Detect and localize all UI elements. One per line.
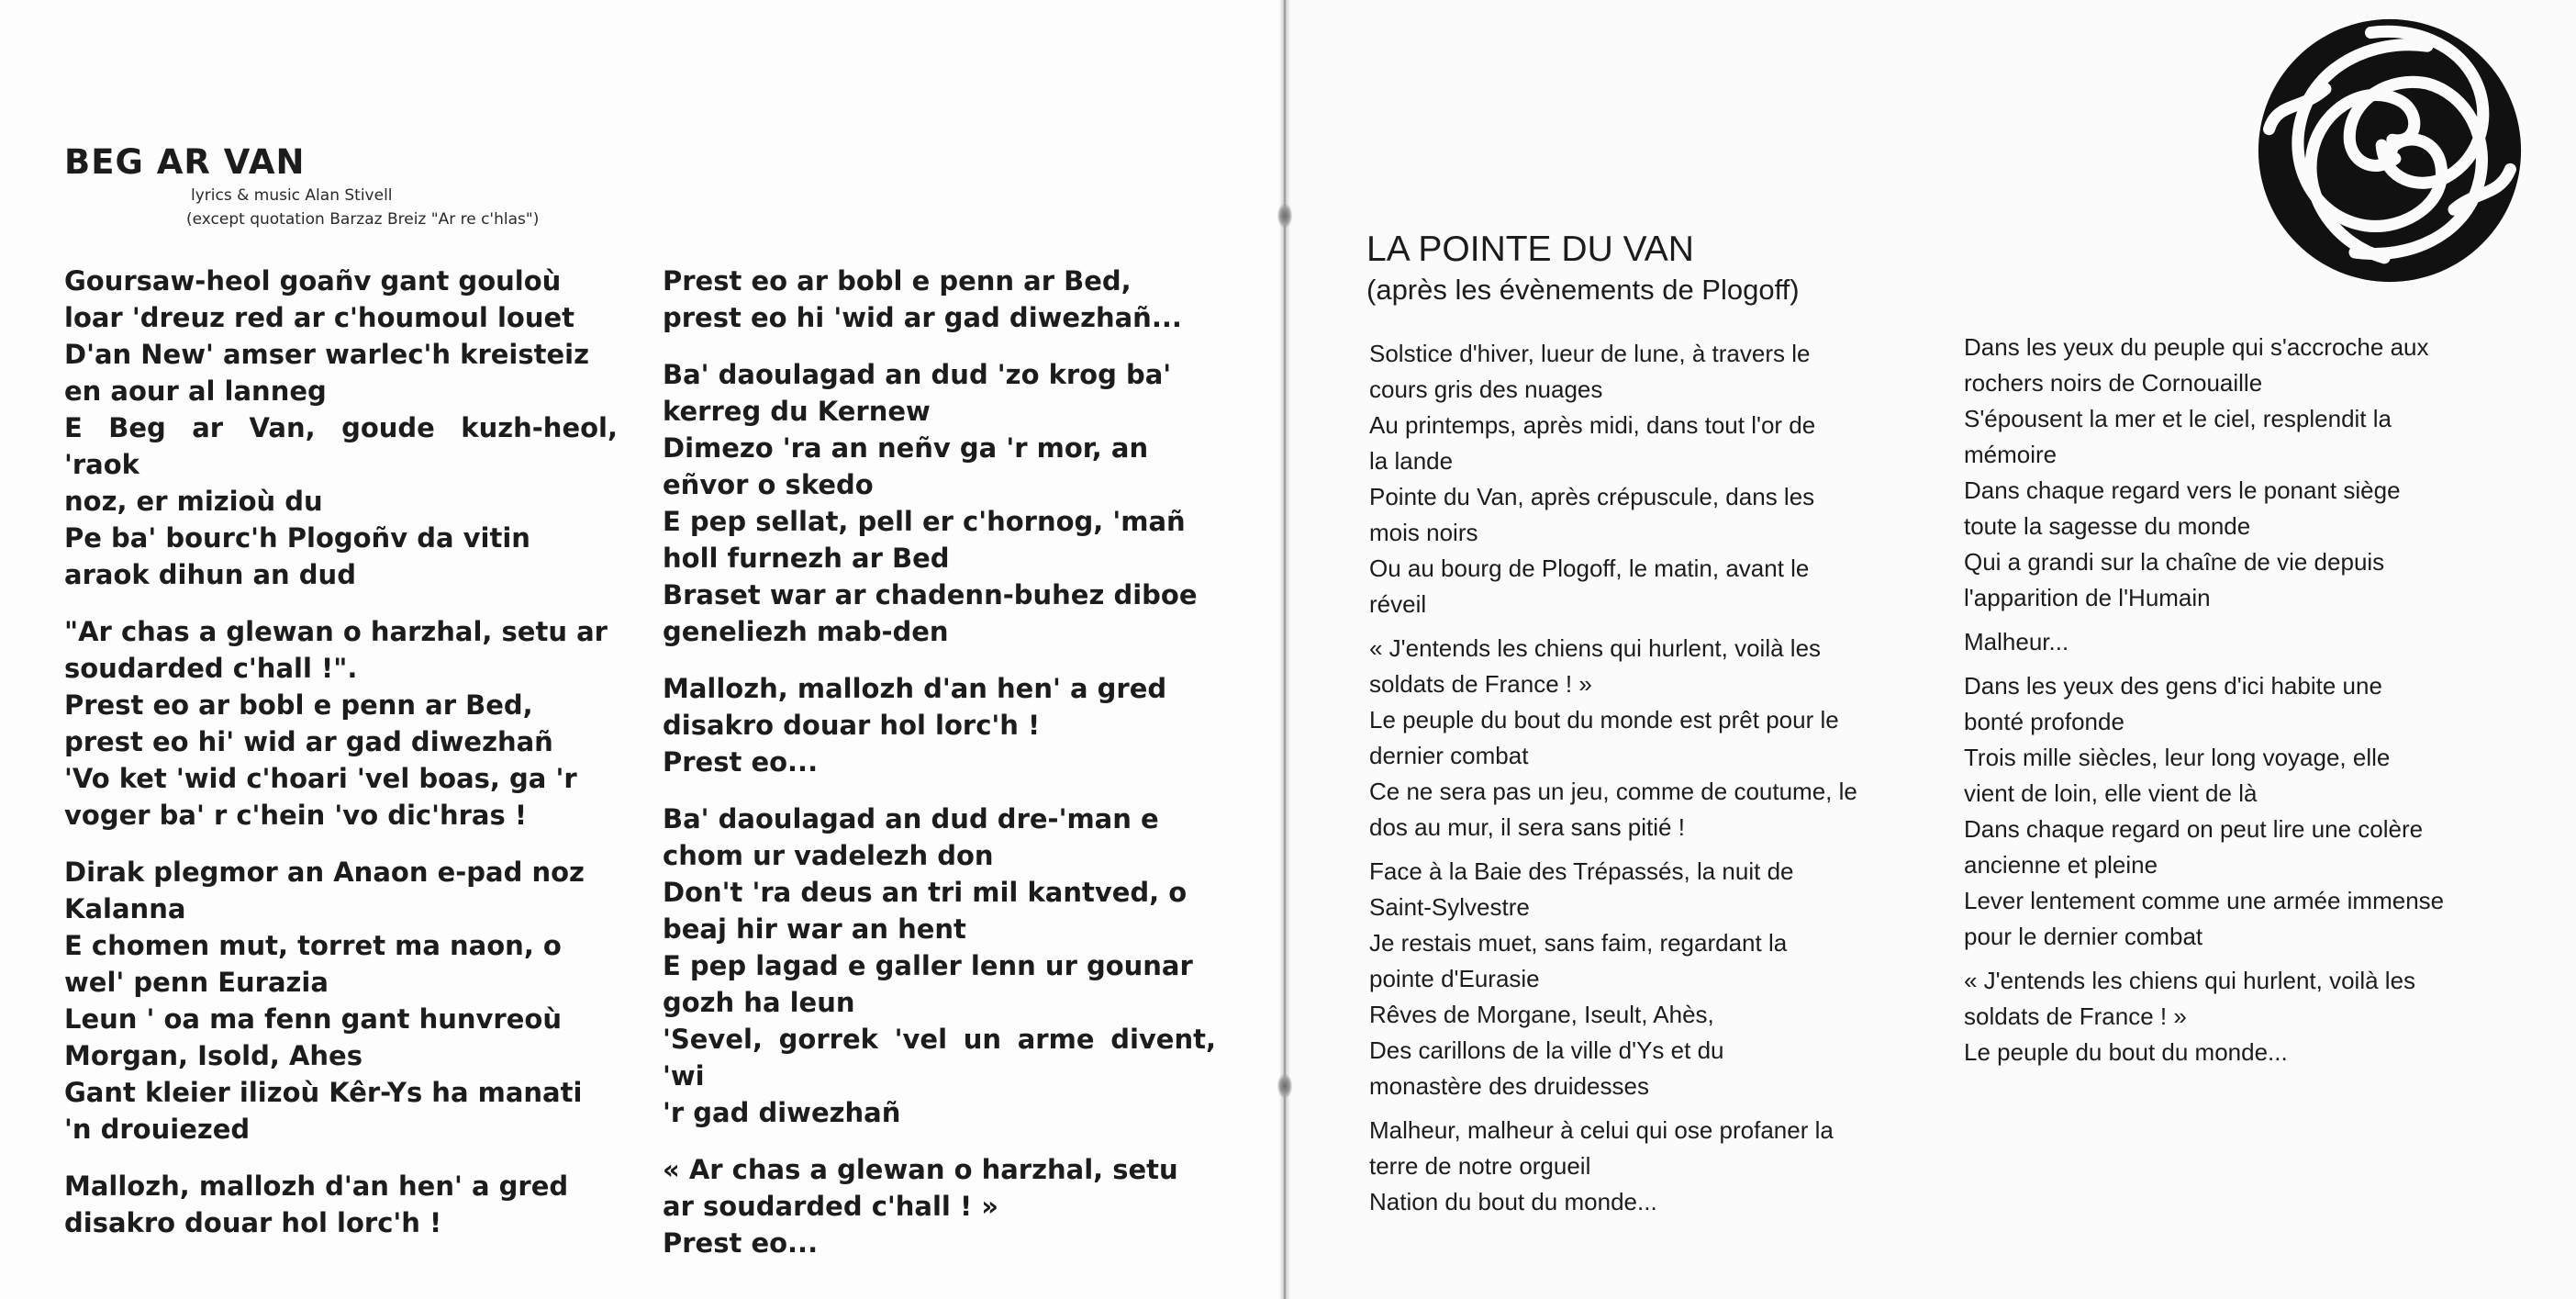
lyric-line: "Ar chas a glewan o harzhal, setu ar [64,616,608,647]
lyric-line: Dans chaque regard on peut lire une colère [1964,815,2424,843]
lyric-line: prest eo hi' wid ar gad diwezhañ [64,726,553,757]
stanza [663,263,1216,336]
lyric-line: geneliezh mab-den [663,616,949,647]
lyric-line: Le peuple du bout du monde... [1964,1038,2288,1066]
staple-top [1277,204,1292,228]
lyric-line: kerreg du Kernew [663,396,931,427]
lyric-line: prest eo hi 'wid ar gad diwezhañ... [663,302,1182,333]
french-lyrics-column-2 [1964,330,2533,1079]
lyric-line: monastère des druidesses [1369,1072,1649,1100]
lyric-line: Braset war ar chadenn-buhez diboe [663,579,1198,610]
lyric-line: ancienne et pleine [1964,851,2158,879]
breton-lyrics-column-1 [64,263,618,1261]
lyric-line: mémoire [1964,441,2057,468]
lyric-line: 'r gad diwezhañ [663,1097,901,1128]
stanza [1369,1113,1938,1220]
lyric-line: en aour al lanneg [64,375,327,407]
lyric-line: Kalanna [64,893,186,924]
stanza [1369,631,1938,845]
lyric-line: Dirak plegmor an Anaon e-pad noz [64,857,585,888]
lyric-line: gozh ha leun [663,987,855,1018]
lyric-line: Des carillons de la ville d'Ys et du [1369,1036,1724,1064]
lyric-line: E Beg ar Van, goude kuzh-heol, 'raok [64,412,618,480]
lyric-line: Solstice d'hiver, lueur de lune, à travers le [1369,340,1811,367]
stanza [64,613,618,834]
lyric-line: noz, er mizioù du [64,486,323,517]
lyric-line: la lande [1369,447,1454,475]
lyric-line: araok dihun an dud [64,559,356,590]
credit-line-author: lyrics & music Alan Stivell [191,186,393,205]
lyric-line: voger ba' r c'hein 'vo dic'hras ! [64,800,528,831]
lyric-line: Pe ba' bourc'h Plogoñv da vitin [64,522,530,554]
lyric-line: Le peuple du bout du monde est prêt pour le [1369,706,1839,733]
stanza [64,854,618,1148]
lyric-line: Mallozh, mallozh d'an hen' a gred [64,1170,569,1202]
lyric-line: Trois mille siècles, leur long voyage, elle [1964,744,2391,771]
lyric-line: cours gris des nuages [1369,375,1603,403]
staple-bottom [1277,1074,1292,1098]
lyric-line: mois noirs [1369,519,1478,546]
lyric-line: Morgan, Isold, Ahes [64,1040,362,1071]
lyric-line: Ce ne sera pas un jeu, comme de coutume, le [1369,778,1857,805]
lyric-line: Prest eo ar bobl e penn ar Bed, [663,265,1132,297]
lyric-line: Malheur, malheur à celui qui ose profaner la [1369,1116,1834,1144]
stanza [1964,330,2533,616]
lyric-line: Saint-Sylvestre [1369,893,1530,921]
lyric-line: Prest eo... [663,1227,819,1259]
lyric-line: réveil [1369,590,1427,618]
lyric-line: bonté profonde [1964,708,2124,735]
lyric-line: soldats de France ! » [1369,670,1592,698]
lyric-line: soldats de France ! » [1964,1002,2187,1030]
lyric-line: beaj hir war an hent [663,913,966,945]
breton-lyrics-column-2 [663,263,1216,1282]
lyric-line: ar soudarded c'hall ! » [663,1191,999,1222]
lyric-line: loar 'dreuz red ar c'houmoul louet [64,302,574,333]
lyric-line: Goursaw-heol goañv gant gouloù [64,265,562,297]
lyric-line: Dans chaque regard vers le ponant siège [1964,476,2401,504]
lyric-line: Pointe du Van, après crépuscule, dans les [1369,483,1815,510]
lyric-line: 'Vo ket 'wid c'hoari 'vel boas, ga 'r [64,763,577,794]
lyric-line: « J'entends les chiens qui hurlent, voilà les [1369,634,1822,662]
french-song-subtitle: (après les évènements de Plogoff) [1366,274,1800,306]
lyric-line: soudarded c'hall !". [64,653,358,684]
breton-song-title: BEG AR VAN [64,142,306,182]
lyric-line: dernier combat [1369,742,1529,769]
lyric-line: Dans les yeux du peuple qui s'accroche aux [1964,333,2429,361]
stanza [663,1151,1216,1261]
lyric-line: vient de loin, elle vient de là [1964,779,2258,807]
lyric-line: Qui a grandi sur la chaîne de vie depuis [1964,548,2385,576]
lyric-line: 'Sevel, gorrek 'vel un arme divent, 'wi [663,1024,1216,1092]
lyric-line: S'épousent la mer et le ciel, resplendit la [1964,405,2392,432]
lyric-line: Au printemps, après midi, dans tout l'or de [1369,411,1816,439]
lyric-line: disakro douar hol lorc'h ! [64,1207,442,1238]
lyric-line: l'apparition de l'Humain [1964,584,2211,611]
stanza [1964,963,2533,1070]
lyric-line: holl furnezh ar Bed [663,543,950,574]
lyric-line: « Ar chas a glewan o harzhal, setu [663,1154,1178,1185]
lyric-line: Don't 'ra deus an tri mil kantved, o [663,877,1188,908]
booklet-fold [1279,0,1290,1299]
lyric-line: terre de notre orgueil [1369,1152,1591,1180]
stanza [64,263,618,593]
credit-line-quotation: (except quotation Barzaz Breiz "Ar re c'hlas") [186,210,540,229]
stanza [64,1168,618,1241]
lyric-line: disakro douar hol lorc'h ! [663,710,1041,741]
lyric-line: E pep lagad e galler lenn ur gounar [663,950,1193,981]
left-page [0,0,1285,1299]
lyric-line: 'n drouiezed [64,1114,251,1145]
triskell-spiral-icon [2256,17,2524,285]
lyric-line: Malheur... [1964,628,2069,655]
stanza [1964,668,2533,955]
lyric-line: E chomen mut, torret ma naon, o [64,930,562,961]
lyric-line: Ba' daoulagad an dud 'zo krog ba' [663,359,1172,390]
lyric-line: Prest eo... [663,746,819,778]
stanza [663,670,1216,780]
lyric-line: Ba' daoulagad an dud dre-'man e [663,803,1159,834]
lyric-line: Je restais muet, sans faim, regardant la [1369,929,1788,957]
lyric-line: Leun ' oa ma fenn gant hunvreoù [64,1003,562,1035]
french-song-title: LA POINTE DU VAN [1366,230,1694,269]
lyric-line: « J'entends les chiens qui hurlent, voilà les [1964,967,2416,994]
stanza [1369,854,1938,1104]
lyric-line: Face à la Baie des Trépassés, la nuit de [1369,857,1794,885]
stanza [663,801,1216,1131]
lyric-line: Prest eo ar bobl e penn ar Bed, [64,689,533,721]
lyric-line: Dans les yeux des gens d'ici habite une [1964,672,2382,700]
lyric-line: eñvor o skedo [663,469,874,500]
lyric-line: toute la sagesse du monde [1964,512,2251,540]
lyric-line: pointe d'Eurasie [1369,965,1540,992]
lyric-line: Rêves de Morgane, Iseult, Ahès, [1369,1001,1714,1028]
song-credits [186,184,540,231]
lyric-line: Dimezo 'ra an neñv ga 'r mor, an [663,432,1149,464]
lyric-line: E pep sellat, pell er c'hornog, 'mañ [663,506,1186,537]
lyric-line: chom ur vadelezh don [663,840,994,871]
lyric-line: pour le dernier combat [1964,923,2203,950]
stanza [1964,624,2533,660]
lyric-line: Nation du bout du monde... [1369,1188,1657,1215]
lyric-line: D'an New' amser warlec'h kreisteiz [64,339,589,370]
lyric-line: dos au mur, il sera sans pitié ! [1369,813,1685,841]
lyric-line: rochers noirs de Cornouaille [1964,369,2263,397]
lyric-line: Gant kleier ilizoù Kêr-Ys ha manati [64,1077,583,1108]
stanza [1369,336,1938,622]
lyric-line: Mallozh, mallozh d'an hen' a gred [663,673,1167,704]
french-lyrics-column-1 [1369,336,1938,1228]
lyric-line: wel' penn Eurazia [64,967,329,998]
lyric-line: Ou au bourg de Plogoff, le matin, avant le [1369,554,1810,582]
stanza [663,356,1216,650]
lyric-line: Lever lentement comme une armée immense [1964,887,2445,914]
